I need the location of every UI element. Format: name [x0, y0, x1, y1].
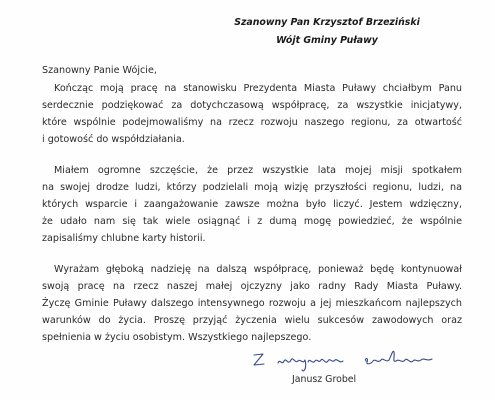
- letter-body: [42, 62, 462, 360]
- addressee-block: [232, 14, 422, 50]
- paragraph-line: że udało nam się tak wiele osiągnąć i z dumą mogę powiedzieć, że wspólnie: [42, 216, 462, 227]
- paragraph-3: [42, 261, 462, 346]
- paragraph-line: Miałem ogromne szczęście, że przez wszystkie lata mojej misji spotkałem: [54, 165, 462, 176]
- paragraph-line: Wyrażam głęboką nadzieję na dalszą współpracę, ponieważ będę kontynuował: [54, 264, 462, 275]
- paragraph-line: Kończąc moją pracę na stanowisku Prezydenta Miasta Puławy chciałbym Panu: [54, 83, 462, 94]
- paragraph-2: [42, 162, 462, 247]
- paragraph-line: na swojej drodze ludzi, którzy podzielali moją wizję przyszłości regionu, ludzi, na: [42, 182, 462, 193]
- paragraph-line: które wspólnie podejmowaliśmy na rzecz rozwoju naszego regionu, za otwartość: [42, 117, 462, 128]
- addressee-name: Szanowny Pan Krzysztof Brzeziński: [234, 17, 420, 28]
- paragraph-line: swoją pracę na rzecz naszej małej ojczyzny jako radny Rady Miasta Puławy.: [42, 281, 462, 292]
- paragraph-line: zapisaliśmy chlubne karty historii.: [42, 233, 206, 244]
- paragraph-line: których wsparcie i zaangażowanie zawsze można było liczyć. Jestem wdzięczny,: [42, 199, 462, 210]
- signature-strokes: [254, 351, 432, 371]
- addressee-title: Wójt Gminy Puławy: [276, 35, 378, 46]
- paragraph-line: Życzę Gminie Puławy dalszego intensywnego rozwoju a jej mieszkańcom najlepszych: [42, 298, 462, 309]
- paragraph-line: i gotowość do współdziałania.: [42, 134, 185, 145]
- paragraph-1: [42, 80, 462, 148]
- paragraph-line: spełnienia w życiu osobistym. Wszystkiego najlepszego.: [42, 332, 312, 343]
- signer-name: Janusz Grobel: [292, 374, 357, 385]
- salutation: Szanowny Panie Wójcie,: [42, 65, 157, 76]
- paragraph-line: warunków do życia. Proszę przyjąć życzenia wielu sukcesów zawodowych oraz: [42, 315, 462, 326]
- paragraph-line: serdecznie podziękować za dotychczasową współpracę, za wszystkie inicjatywy,: [42, 100, 462, 111]
